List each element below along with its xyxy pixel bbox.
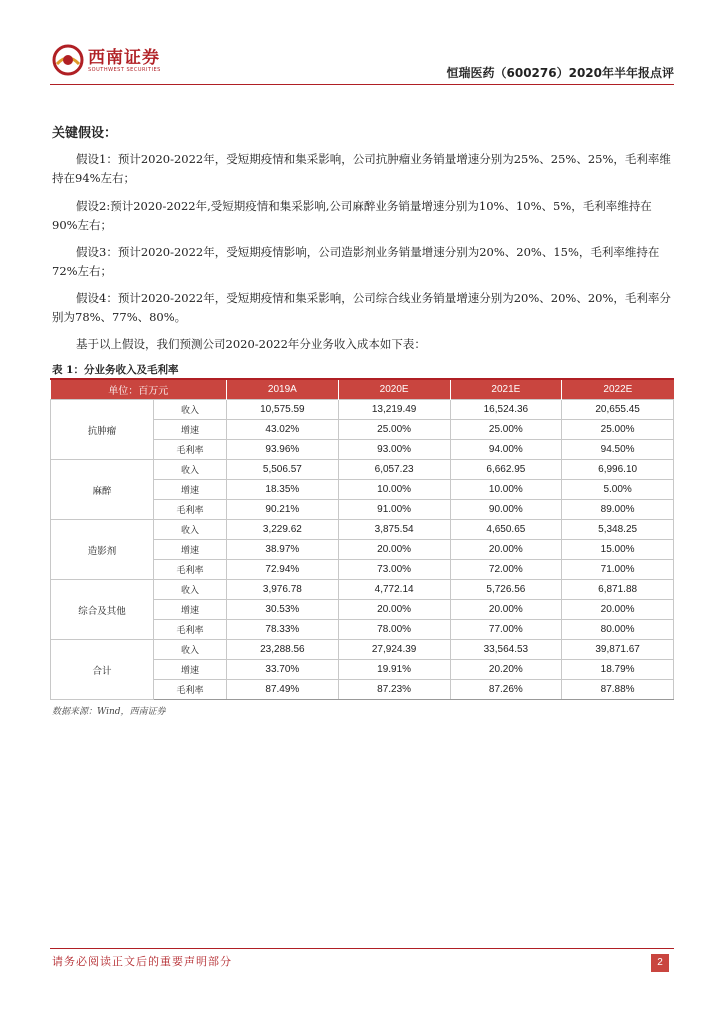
metric-label: 增速 xyxy=(154,480,227,500)
brand-emblem-icon xyxy=(52,44,84,76)
value-cell: 71.00% xyxy=(562,560,674,580)
segment-name: 综合及其他 xyxy=(51,580,154,640)
forecast-intro-paragraph: 基于以上假设，我们预测公司2020-2022年分业务收入成本如下表： xyxy=(76,337,426,351)
value-cell: 87.49% xyxy=(227,680,339,700)
metric-label: 收入 xyxy=(154,580,227,600)
metric-label: 毛利率 xyxy=(154,500,227,520)
value-cell: 5.00% xyxy=(562,480,674,500)
disclaimer-note: 请务必阅读正文后的重要声明部分 xyxy=(52,955,232,968)
data-source: 数据来源：Wind，西南证券 xyxy=(52,707,166,717)
metric-label: 毛利率 xyxy=(154,680,227,700)
table-row xyxy=(51,400,674,420)
value-cell: 87.23% xyxy=(338,680,450,700)
value-cell: 91.00% xyxy=(338,500,450,520)
metric-label: 增速 xyxy=(154,540,227,560)
value-cell: 25.00% xyxy=(450,420,562,440)
value-cell: 20,655.45 xyxy=(562,400,674,420)
section-title: 关键假设： xyxy=(52,126,118,141)
value-cell: 20.00% xyxy=(562,600,674,620)
page-header xyxy=(50,34,674,84)
value-cell: 15.00% xyxy=(562,540,674,560)
value-cell: 20.00% xyxy=(338,600,450,620)
assumption-paragraph-2: 假设2:预计2020-2022年,受短期疫情和集采影响,公司麻醉业务销量增速分别为10%、10%、5%，毛利率维持在90%左右； xyxy=(52,199,652,232)
metric-label: 收入 xyxy=(154,640,227,660)
value-cell: 72.94% xyxy=(227,560,339,580)
table-row xyxy=(51,640,674,660)
value-cell: 5,506.57 xyxy=(227,460,339,480)
value-cell: 39,871.67 xyxy=(562,640,674,660)
brand-name-cn: 西南证券 xyxy=(88,48,160,68)
value-cell: 4,772.14 xyxy=(338,580,450,600)
value-cell: 23,288.56 xyxy=(227,640,339,660)
metric-label: 增速 xyxy=(154,600,227,620)
value-cell: 27,924.39 xyxy=(338,640,450,660)
value-cell: 3,976.78 xyxy=(227,580,339,600)
value-cell: 13,219.49 xyxy=(338,400,450,420)
value-cell: 6,662.95 xyxy=(450,460,562,480)
metric-label: 收入 xyxy=(154,400,227,420)
value-cell: 33.70% xyxy=(227,660,339,680)
value-cell: 6,057.23 xyxy=(338,460,450,480)
value-cell: 4,650.65 xyxy=(450,520,562,540)
value-cell: 94.00% xyxy=(450,440,562,460)
value-cell: 25.00% xyxy=(338,420,450,440)
value-cell: 78.33% xyxy=(227,620,339,640)
table-body xyxy=(51,400,674,700)
value-cell: 3,229.62 xyxy=(227,520,339,540)
table-row xyxy=(51,520,674,540)
value-cell: 20.00% xyxy=(338,540,450,560)
value-cell: 87.88% xyxy=(562,680,674,700)
table-header-row xyxy=(51,380,674,400)
value-cell: 33,564.53 xyxy=(450,640,562,660)
value-cell: 93.00% xyxy=(338,440,450,460)
unit-header: 单位：百万元 xyxy=(51,380,227,400)
brand-name-en: SOUTHWEST SECURITIES xyxy=(88,67,161,73)
value-cell: 6,871.88 xyxy=(562,580,674,600)
report-title: 恒瑞医药（600276）2020年半年报点评 xyxy=(446,66,674,80)
value-cell: 73.00% xyxy=(338,560,450,580)
value-cell: 5,348.25 xyxy=(562,520,674,540)
value-cell: 20.00% xyxy=(450,600,562,620)
segment-name: 抗肿瘤 xyxy=(51,400,154,460)
value-cell: 20.20% xyxy=(450,660,562,680)
segment-name: 造影剂 xyxy=(51,520,154,580)
table-row xyxy=(51,460,674,480)
column-header: 2020E xyxy=(338,380,450,400)
value-cell: 72.00% xyxy=(450,560,562,580)
table-row xyxy=(51,580,674,600)
value-cell: 6,996.10 xyxy=(562,460,674,480)
revenue-margin-table xyxy=(50,380,674,700)
table-caption: 表 1：分业务收入及毛利率 xyxy=(52,364,179,376)
value-cell: 20.00% xyxy=(450,540,562,560)
metric-label: 增速 xyxy=(154,420,227,440)
value-cell: 80.00% xyxy=(562,620,674,640)
assumption-paragraph-1: 假设1：预计2020-2022年，受短期疫情和集采影响，公司抗肿瘤业务销量增速分别为25%、25%、25%，毛利率维持在94%左右； xyxy=(52,152,671,185)
value-cell: 43.02% xyxy=(227,420,339,440)
header-divider xyxy=(50,84,674,85)
brand-logo xyxy=(50,40,190,80)
value-cell: 16,524.36 xyxy=(450,400,562,420)
value-cell: 93.96% xyxy=(227,440,339,460)
value-cell: 87.26% xyxy=(450,680,562,700)
assumption-paragraph-3: 假设3：预计2020-2022年，受短期疫情影响，公司造影剂业务销量增速分别为20%、20%、15%，毛利率维持在72%左右； xyxy=(52,245,660,278)
column-header: 2019A xyxy=(227,380,339,400)
footer-divider xyxy=(50,948,674,949)
value-cell: 3,875.54 xyxy=(338,520,450,540)
value-cell: 38.97% xyxy=(227,540,339,560)
value-cell: 19.91% xyxy=(338,660,450,680)
value-cell: 10,575.59 xyxy=(227,400,339,420)
page-number: 2 xyxy=(651,954,669,972)
metric-label: 毛利率 xyxy=(154,560,227,580)
column-header: 2021E xyxy=(450,380,562,400)
metric-label: 收入 xyxy=(154,460,227,480)
value-cell: 18.35% xyxy=(227,480,339,500)
column-header: 2022E xyxy=(562,380,674,400)
value-cell: 5,726.56 xyxy=(450,580,562,600)
value-cell: 77.00% xyxy=(450,620,562,640)
value-cell: 18.79% xyxy=(562,660,674,680)
metric-label: 增速 xyxy=(154,660,227,680)
metric-label: 毛利率 xyxy=(154,620,227,640)
segment-name: 麻醉 xyxy=(51,460,154,520)
value-cell: 94.50% xyxy=(562,440,674,460)
value-cell: 78.00% xyxy=(338,620,450,640)
value-cell: 10.00% xyxy=(450,480,562,500)
segment-name: 合计 xyxy=(51,640,154,700)
value-cell: 30.53% xyxy=(227,600,339,620)
value-cell: 90.21% xyxy=(227,500,339,520)
metric-label: 毛利率 xyxy=(154,440,227,460)
value-cell: 25.00% xyxy=(562,420,674,440)
value-cell: 89.00% xyxy=(562,500,674,520)
metric-label: 收入 xyxy=(154,520,227,540)
assumption-paragraph-4: 假设4：预计2020-2022年，受短期疫情和集采影响，公司综合线业务销量增速分别为20%、20%、20%，毛利率分别为78%、77%、80%。 xyxy=(52,291,671,324)
value-cell: 10.00% xyxy=(338,480,450,500)
value-cell: 90.00% xyxy=(450,500,562,520)
